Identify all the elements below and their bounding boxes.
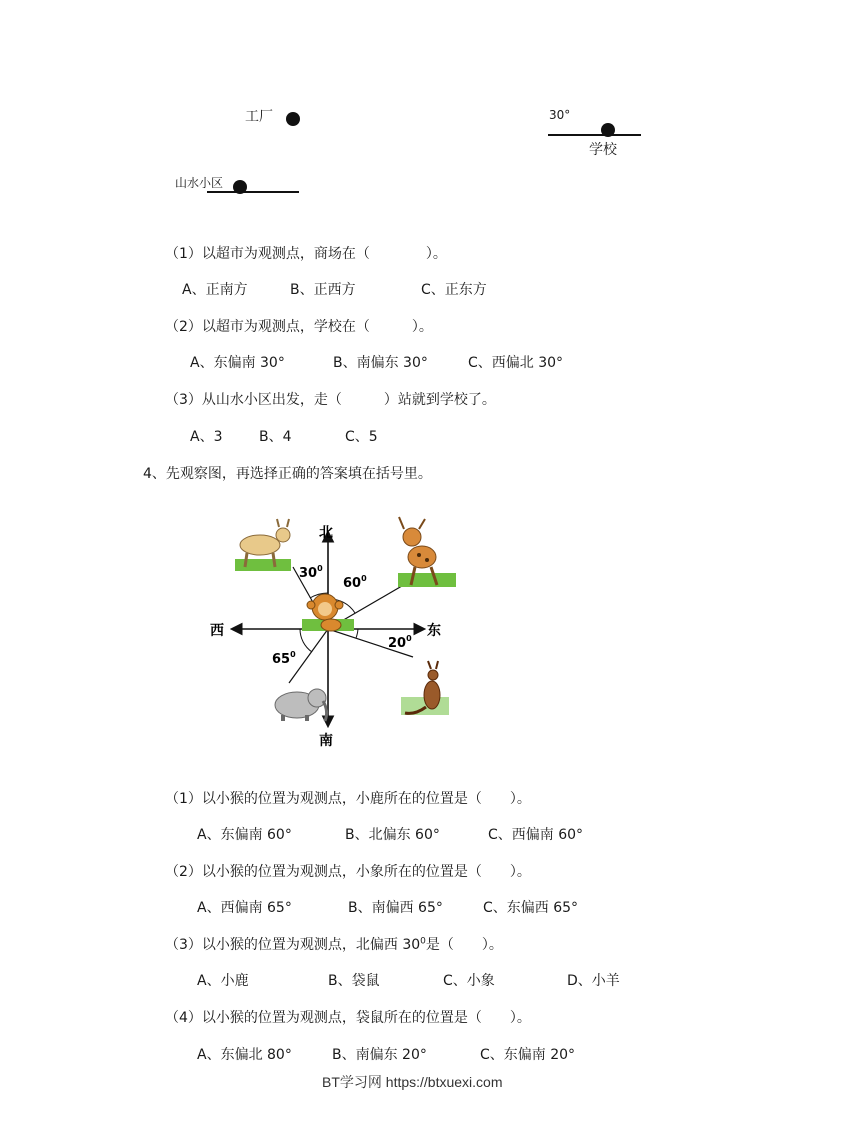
school-angle-label: 30° bbox=[549, 108, 571, 122]
north-label: 北 bbox=[319, 525, 333, 541]
option-b[interactable]: B、南偏西 65° bbox=[348, 900, 443, 916]
community-label: 山水小区 bbox=[175, 176, 224, 190]
monkey-icon bbox=[302, 594, 354, 631]
section4-title: 4、先观察图，再选择正确的答案填在括号里。 bbox=[143, 466, 432, 482]
question-1: （1）以小猴的位置为观测点，小鹿所在的位置是（ ）。 bbox=[165, 791, 531, 807]
option-b[interactable]: B、4 bbox=[259, 429, 292, 445]
option-a[interactable]: A、正南方 bbox=[182, 282, 248, 298]
option-a[interactable]: A、东偏南 60° bbox=[197, 827, 292, 843]
question-1: （1）以超市为观测点，商场在（ ）。 bbox=[165, 246, 447, 262]
question-2: （2）以小猴的位置为观测点，小象所在的位置是（ ）。 bbox=[165, 864, 531, 880]
east-label: 东 bbox=[427, 623, 441, 639]
kangaroo-icon bbox=[401, 661, 449, 715]
question-3-sup: 0 bbox=[420, 936, 426, 947]
option-a[interactable]: A、3 bbox=[190, 429, 223, 445]
factory-dot bbox=[286, 112, 300, 126]
goat-icon bbox=[235, 519, 291, 571]
option-a[interactable]: A、小鹿 bbox=[197, 973, 249, 989]
option-c[interactable]: C、东偏西 65° bbox=[483, 900, 579, 916]
footer-watermark[interactable]: BT学习网 https://btxuexi.com bbox=[322, 1074, 503, 1090]
question-4: （4）以小猴的位置为观测点，袋鼠所在的位置是（ ）。 bbox=[165, 1010, 531, 1026]
west-label: 西 bbox=[210, 623, 224, 639]
option-c[interactable]: C、西偏北 30° bbox=[468, 355, 564, 371]
question-3: （3）从山水小区出发，走（ ）站就到学校了。 bbox=[165, 392, 496, 408]
angle-sw-label: $65^0$ bbox=[272, 650, 296, 667]
option-b[interactable]: B、正西方 bbox=[290, 282, 356, 298]
option-c[interactable]: C、西偏南 60° bbox=[488, 827, 584, 843]
option-b[interactable]: B、袋鼠 bbox=[328, 973, 380, 989]
question-2: （2）以超市为观测点，学校在（ ）。 bbox=[165, 319, 433, 335]
option-d[interactable]: D、小羊 bbox=[567, 973, 620, 989]
option-c[interactable]: C、5 bbox=[345, 429, 378, 445]
option-c[interactable]: C、正东方 bbox=[421, 282, 487, 298]
option-b[interactable]: B、南偏东 20° bbox=[332, 1047, 427, 1063]
option-a[interactable]: A、东偏南 30° bbox=[190, 355, 285, 371]
community-line bbox=[207, 191, 299, 193]
deer-icon bbox=[398, 517, 456, 587]
question-3-tail: 是（ ）。 bbox=[425, 937, 503, 953]
angle-se-label: $20^0$ bbox=[388, 634, 412, 651]
option-c[interactable]: C、小象 bbox=[443, 973, 495, 989]
school-label: 学校 bbox=[589, 142, 617, 158]
factory-label: 工厂 bbox=[245, 109, 273, 125]
elephant-icon bbox=[275, 689, 327, 721]
option-b[interactable]: B、南偏东 30° bbox=[333, 355, 428, 371]
question-3 bbox=[165, 934, 503, 954]
question-3-text: （3）以小猴的位置为观测点，北偏西 30 bbox=[165, 937, 421, 953]
option-b[interactable]: B、北偏东 60° bbox=[345, 827, 440, 843]
direction-diagram bbox=[205, 515, 465, 755]
option-a[interactable]: A、东偏北 80° bbox=[197, 1047, 292, 1063]
option-c[interactable]: C、东偏南 20° bbox=[480, 1047, 576, 1063]
option-a[interactable]: A、西偏南 65° bbox=[197, 900, 292, 916]
angle-nw-label: $30^0$ bbox=[299, 564, 323, 581]
school-line bbox=[548, 134, 641, 136]
angle-ne-label: $60^0$ bbox=[343, 574, 367, 591]
south-label: 南 bbox=[319, 733, 333, 749]
